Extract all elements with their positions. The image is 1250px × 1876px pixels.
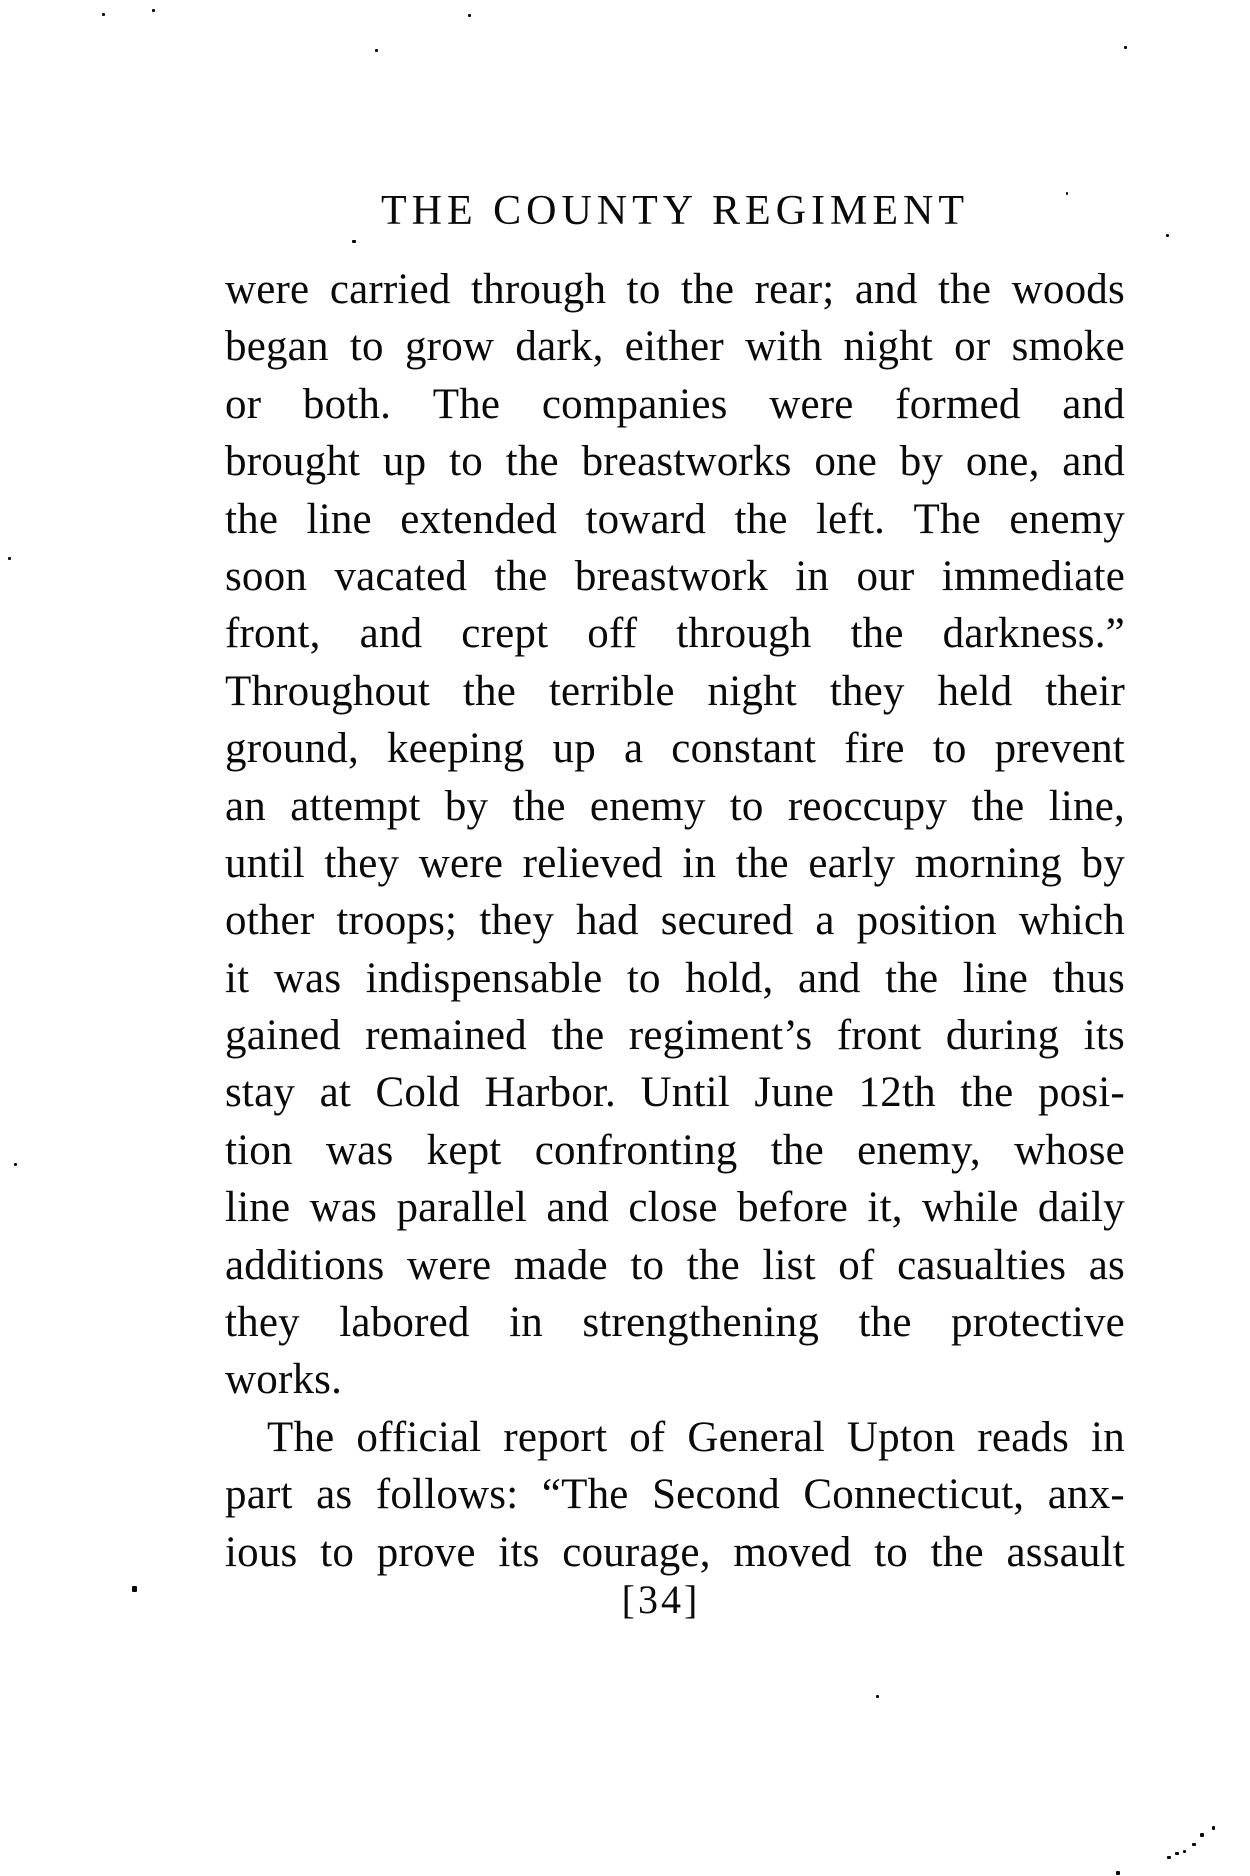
text-line: other troops; they had secured a position which	[225, 897, 1125, 945]
running-head: THE COUNTY REGIMENT	[380, 188, 970, 234]
text-line: began to grow dark, either with night or smoke	[225, 323, 1125, 371]
text-line: soon vacated the breastwork in our immediate	[225, 552, 1125, 600]
text-line: or both. The companies were formed and	[225, 380, 1125, 428]
body-text	[225, 261, 1125, 1581]
text-line: part as follows: “The Second Connecticut, anx-	[225, 1471, 1125, 1519]
scan-speck	[468, 14, 471, 17]
scan-speck	[102, 13, 105, 16]
scan-speck	[1183, 1850, 1186, 1853]
text-line: works.	[225, 1356, 343, 1404]
scan-speck	[8, 557, 11, 560]
text-line: until they were relieved in the early morning by	[225, 839, 1125, 887]
text-line: Throughout the terrible night they held their	[225, 667, 1125, 715]
scan-speck	[1192, 1843, 1196, 1846]
text-line: they labored in strengthening the protective	[225, 1299, 1125, 1347]
text-line: brought up to the breastworks one by one, and	[225, 438, 1125, 486]
text-line: line was parallel and close before it, while daily	[225, 1184, 1125, 1232]
text-line: gained remained the regiment’s front during its	[225, 1012, 1125, 1060]
scan-speck	[132, 1586, 137, 1592]
text-line: additions were made to the list of casualties as	[225, 1241, 1125, 1289]
scan-speck	[1212, 1826, 1215, 1830]
text-line: it was indispensable to hold, and the line thus	[225, 954, 1125, 1002]
scan-speck	[375, 49, 378, 52]
text-line: ground, keeping up a constant fire to prevent	[225, 725, 1125, 773]
scan-speck	[152, 9, 155, 12]
text-line: The official report of General Upton reads in	[267, 1413, 1125, 1461]
scan-speck	[876, 1695, 879, 1698]
scan-speck	[1166, 234, 1169, 237]
scan-speck	[1167, 1856, 1171, 1859]
text-line: the line extended toward the left. The enemy	[225, 495, 1125, 543]
scan-speck	[1124, 46, 1127, 49]
page-number: [34]	[621, 1577, 701, 1622]
scan-speck	[1175, 1852, 1179, 1855]
text-line: front, and crept off through the darkness.”	[225, 610, 1125, 658]
text-line: an attempt by the enemy to reoccupy the line,	[225, 782, 1125, 830]
scan-speck	[14, 1163, 17, 1166]
text-line: were carried through to the rear; and the woods	[225, 266, 1125, 313]
scan-speck	[1066, 192, 1068, 195]
scan-speck	[1116, 1871, 1120, 1875]
text-line: stay at Cold Harbor. Until June 12th the posi-	[225, 1069, 1125, 1117]
scan-speck	[1200, 1833, 1204, 1837]
text-line: tion was kept confronting the enemy, whose	[225, 1126, 1125, 1174]
text-line: ious to prove its courage, moved to the assault	[225, 1528, 1125, 1576]
scan-speck	[352, 240, 356, 243]
